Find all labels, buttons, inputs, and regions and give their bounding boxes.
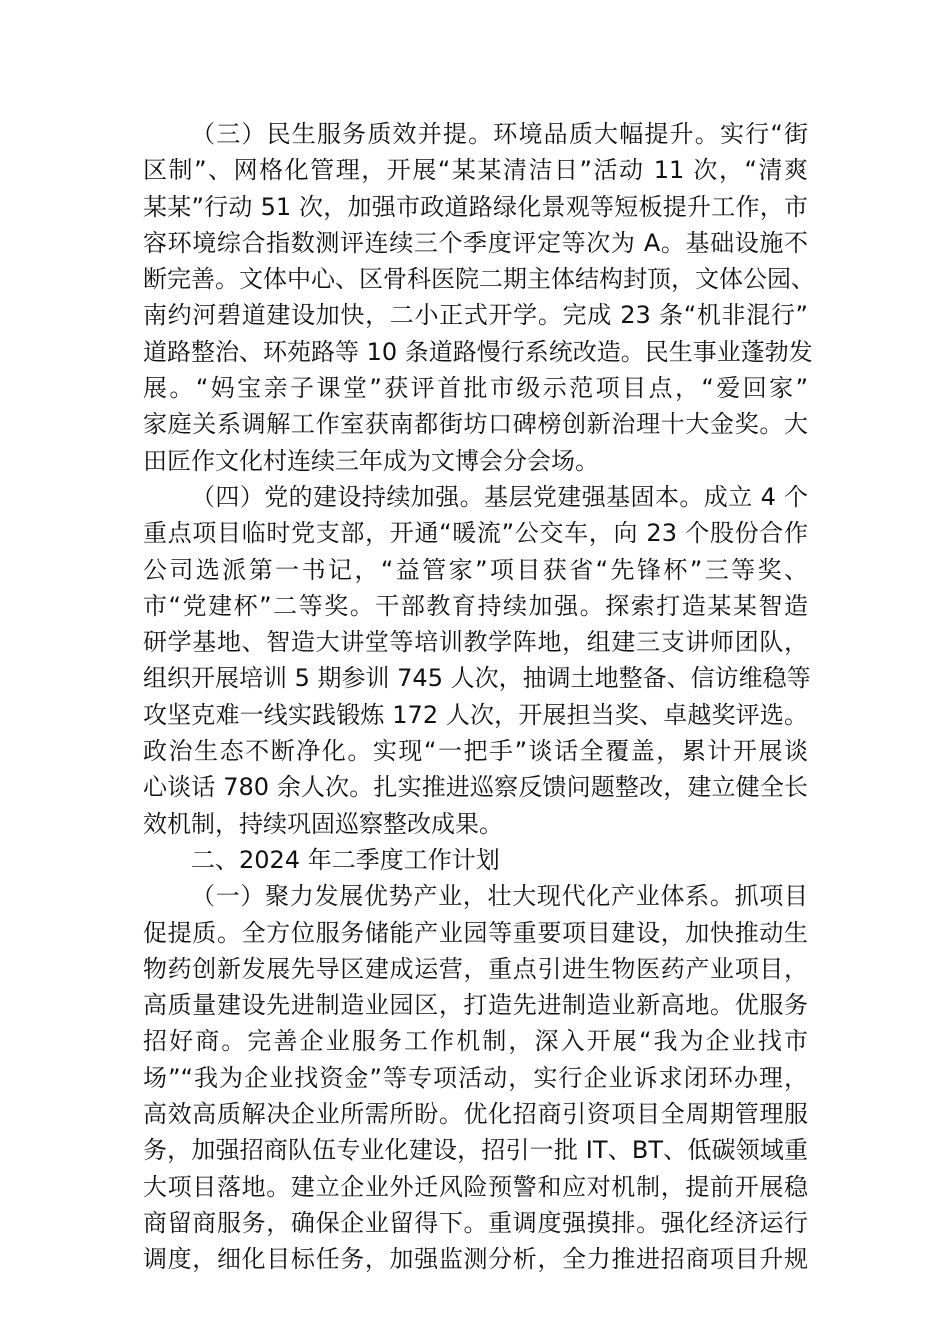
paragraph-line: 组织开展培训 5 期参训 745 人次，抽调土地整备、信访维稳等 [143, 664, 811, 693]
paragraph-line: 某某”行动 51 次，加强市政道路绿化景观等短板提升工作，市 [143, 192, 808, 221]
paragraph-line: （四）党的建设持续加强。基层党建强基固本。成立 4 个 [191, 482, 808, 511]
paragraph-line: 高效高质解决企业所需所盼。优化招商引资项目全周期管理服 [143, 1100, 808, 1129]
paragraph-line: 田匠作文化村连续三年成为文博会分会场。 [143, 446, 599, 475]
paragraph-line: 效机制，持续巩固巡察整改成果。 [143, 809, 503, 838]
paragraph-line: 市“党建杯”二等奖。干部教育持续加强。探索打造某某智造 [143, 591, 808, 620]
paragraph-line: 促提质。全方位服务储能产业园等重要项目建设，加快推动生 [143, 918, 808, 947]
paragraph-line: 攻坚克难一线实践锻炼 172 人次，开展担当奖、卓越奖评选。 [143, 700, 808, 729]
paragraph-line: 大项目落地。建立企业外迁风险预警和应对机制，提前开展稳 [143, 1172, 808, 1201]
paragraph-line: 物药创新发展先导区建成运营，重点引进生物医药产业项目， [143, 954, 808, 983]
paragraph-line: 重点项目临时党支部，开通“暖流”公交车，向 23 个股份合作 [143, 519, 808, 548]
paragraph-line: 断完善。文体中心、区骨科医院二期主体结构封顶，文体公园、 [143, 265, 815, 294]
paragraph-line: 务，加强招商队伍专业化建设，招引一批 IT、BT、低碳领域重 [143, 1136, 808, 1165]
paragraph-line: 容环境综合指数测评连续三个季度评定等次为 A。基础设施不 [143, 228, 808, 257]
paragraph-line: 心谈话 780 余人次。扎实推进巡察反馈问题整改，建立健全长 [143, 773, 808, 802]
paragraph-line: （三）民生服务质效并提。环境品质大幅提升。实行“街 [191, 120, 808, 148]
paragraph-line: 场”“我为企业找资金”等专项活动，实行企业诉求闭环办理， [143, 1063, 808, 1092]
paragraph-line: 研学基地、智造大讲堂等培训教学阵地，组建三支讲师团队， [143, 628, 808, 657]
paragraph-line: 调度，细化目标任务，加强监测分析，全力推进招商项目升规 [143, 1245, 808, 1274]
paragraph-line: 公司选派第一书记，“益管家”项目获省“先锋杯”三等奖、 [143, 555, 808, 584]
paragraph-line: 南约河碧道建设加快，二小正式开学。完成 23 条“机非混行” [143, 301, 808, 330]
document-body [143, 116, 815, 1278]
paragraph-line: 政治生态不断净化。实现“一把手”谈话全覆盖，累计开展谈 [143, 737, 808, 766]
paragraph-line: 家庭关系调解工作室获南都街坊口碑榜创新治理十大金奖。大 [143, 410, 808, 439]
paragraph-line: （一）聚力发展优势产业，壮大现代化产业体系。抓项目 [191, 882, 808, 911]
paragraph-line: 区制”、网格化管理，开展“某某清洁日”活动 11 次，“清爽 [143, 156, 808, 185]
paragraph-line: 招好商。完善企业服务工作机制，深入开展“我为企业找市 [143, 1027, 808, 1056]
section-heading: 二、2024 年二季度工作计划 [191, 845, 500, 874]
paragraph-line: 展。“妈宝亲子课堂”获评首批市级示范项目点，“爱回家” [143, 374, 808, 403]
paragraph-line: 道路整治、环苑路等 10 条道路慢行系统改造。民生事业蓬勃发 [143, 337, 813, 366]
paragraph-line: 商留商服务，确保企业留得下。重调度强摸排。强化经济运行 [143, 1208, 808, 1237]
paragraph-line: 高质量建设先进制造业园区，打造先进制造业新高地。优服务 [143, 991, 808, 1020]
